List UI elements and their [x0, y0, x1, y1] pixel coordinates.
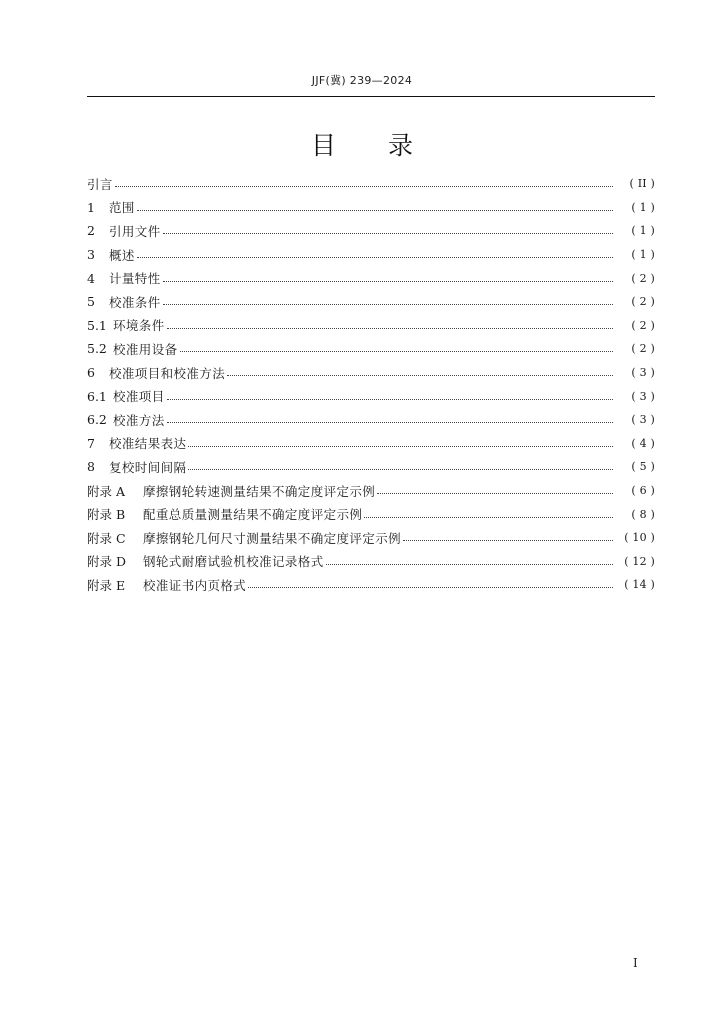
page-number: I [633, 956, 638, 970]
toc-entry-label: 摩擦钢轮转速测量结果不确定度评定示例 [143, 483, 376, 499]
toc-entry-appendix-a[interactable] [87, 479, 655, 503]
table-of-contents [87, 172, 655, 597]
toc-entry-number: 3 [87, 247, 95, 263]
toc-entry-label: 校准用设备 [113, 341, 178, 357]
toc-leader-dots [167, 399, 613, 400]
toc-entry-5[interactable] [87, 290, 655, 314]
toc-entry-appendix-c[interactable] [87, 526, 655, 550]
standard-code: JJF(冀) 239—2024 [311, 74, 413, 87]
toc-entry-label: 引言 [87, 176, 113, 192]
toc-entry-label: 校准结果表达 [109, 436, 187, 452]
toc-entry-label: 校准证书内页格式 [143, 577, 247, 593]
toc-entry-page: ( 10 ) [624, 531, 655, 545]
toc-leader-dots [364, 517, 613, 518]
toc-entry-label: 配重总质量测量结果不确定度评定示例 [143, 507, 363, 523]
title-char-1: 目 [310, 131, 336, 160]
toc-entry-4[interactable] [87, 266, 655, 290]
toc-entry-number: 附录 D [87, 554, 126, 570]
toc-entry-number: 6 [87, 365, 95, 381]
toc-entry-label: 复校时间间隔 [109, 459, 187, 475]
toc-leader-dots [167, 422, 613, 423]
toc-leader-dots [248, 587, 613, 588]
toc-entry-label: 摩擦钢轮几何尺寸测量结果不确定度评定示例 [143, 530, 402, 546]
toc-entry-number: 5 [87, 294, 95, 310]
toc-entry-page: ( 3 ) [631, 366, 655, 380]
toc-entry-page: ( 5 ) [631, 460, 655, 474]
document-header [0, 72, 724, 88]
toc-leader-dots [163, 304, 613, 305]
toc-leader-dots [188, 446, 613, 447]
toc-entry-number: 7 [87, 435, 95, 451]
toc-entry-page: ( 1 ) [631, 200, 655, 214]
toc-entry-label: 校准条件 [109, 294, 161, 310]
toc-entry-label: 校准项目和校准方法 [109, 365, 226, 381]
toc-leader-dots [167, 328, 613, 329]
toc-entry-number: 1 [87, 199, 95, 215]
toc-leader-dots [180, 351, 613, 352]
toc-entry-number: 5.1 [87, 317, 107, 333]
title-char-2: 录 [388, 131, 414, 160]
toc-entry-5-1[interactable] [87, 314, 655, 338]
toc-leader-dots [188, 469, 613, 470]
toc-entry-page: ( 2 ) [631, 342, 655, 356]
toc-entry-foreword[interactable] [87, 172, 655, 196]
toc-entry-appendix-e[interactable] [87, 573, 655, 597]
toc-entry-page: ( 2 ) [631, 271, 655, 285]
toc-entry-1[interactable] [87, 196, 655, 220]
toc-leader-dots [326, 564, 613, 565]
toc-entry-page: ( 1 ) [631, 224, 655, 238]
toc-entry-2[interactable] [87, 219, 655, 243]
toc-entry-6-1[interactable] [87, 384, 655, 408]
toc-entry-appendix-b[interactable] [87, 502, 655, 526]
toc-entry-number: 附录 C [87, 530, 126, 546]
toc-entry-label: 钢轮式耐磨试验机校准记录格式 [143, 554, 324, 570]
toc-entry-label: 概述 [109, 247, 135, 263]
toc-entry-number: 附录 A [87, 483, 126, 499]
toc-entry-label: 引用文件 [109, 223, 161, 239]
toc-entry-number: 附录 B [87, 507, 126, 523]
toc-entry-label: 校准方法 [113, 412, 165, 428]
toc-entry-label: 校准项目 [113, 389, 165, 405]
toc-leader-dots [163, 233, 613, 234]
toc-leader-dots [115, 186, 613, 187]
toc-entry-page: ( II ) [629, 177, 655, 191]
toc-entry-number: 6.2 [87, 412, 107, 428]
header-rule [87, 96, 655, 97]
toc-entry-appendix-d[interactable] [87, 550, 655, 574]
toc-entry-6[interactable] [87, 361, 655, 385]
toc-entry-page: ( 4 ) [631, 436, 655, 450]
toc-leader-dots [403, 540, 613, 541]
toc-entry-number: 5.2 [87, 341, 107, 357]
toc-entry-label: 范围 [109, 200, 135, 216]
toc-entry-label: 计量特性 [109, 271, 161, 287]
toc-entry-label: 环境条件 [113, 318, 165, 334]
toc-entry-page: ( 12 ) [624, 554, 655, 568]
toc-leader-dots [137, 257, 613, 258]
toc-entry-number: 8 [87, 459, 95, 475]
toc-entry-number: 4 [87, 270, 95, 286]
toc-entry-7[interactable] [87, 432, 655, 456]
toc-entry-3[interactable] [87, 243, 655, 267]
toc-entry-page: ( 14 ) [624, 578, 655, 592]
toc-entry-8[interactable] [87, 455, 655, 479]
toc-entry-page: ( 1 ) [631, 248, 655, 262]
toc-leader-dots [227, 375, 613, 376]
toc-entry-page: ( 6 ) [631, 484, 655, 498]
toc-entry-page: ( 3 ) [631, 413, 655, 427]
toc-entry-page: ( 8 ) [631, 507, 655, 521]
toc-entry-number: 2 [87, 223, 95, 239]
toc-entry-page: ( 2 ) [631, 318, 655, 332]
toc-entry-page: ( 3 ) [631, 389, 655, 403]
toc-leader-dots [137, 210, 613, 211]
toc-entry-number: 6.1 [87, 388, 107, 404]
toc-leader-dots [377, 493, 613, 494]
toc-entry-6-2[interactable] [87, 408, 655, 432]
toc-entry-page: ( 2 ) [631, 295, 655, 309]
toc-leader-dots [163, 281, 613, 282]
page-title [0, 126, 724, 162]
toc-entry-number: 附录 E [87, 577, 126, 593]
toc-entry-5-2[interactable] [87, 337, 655, 361]
